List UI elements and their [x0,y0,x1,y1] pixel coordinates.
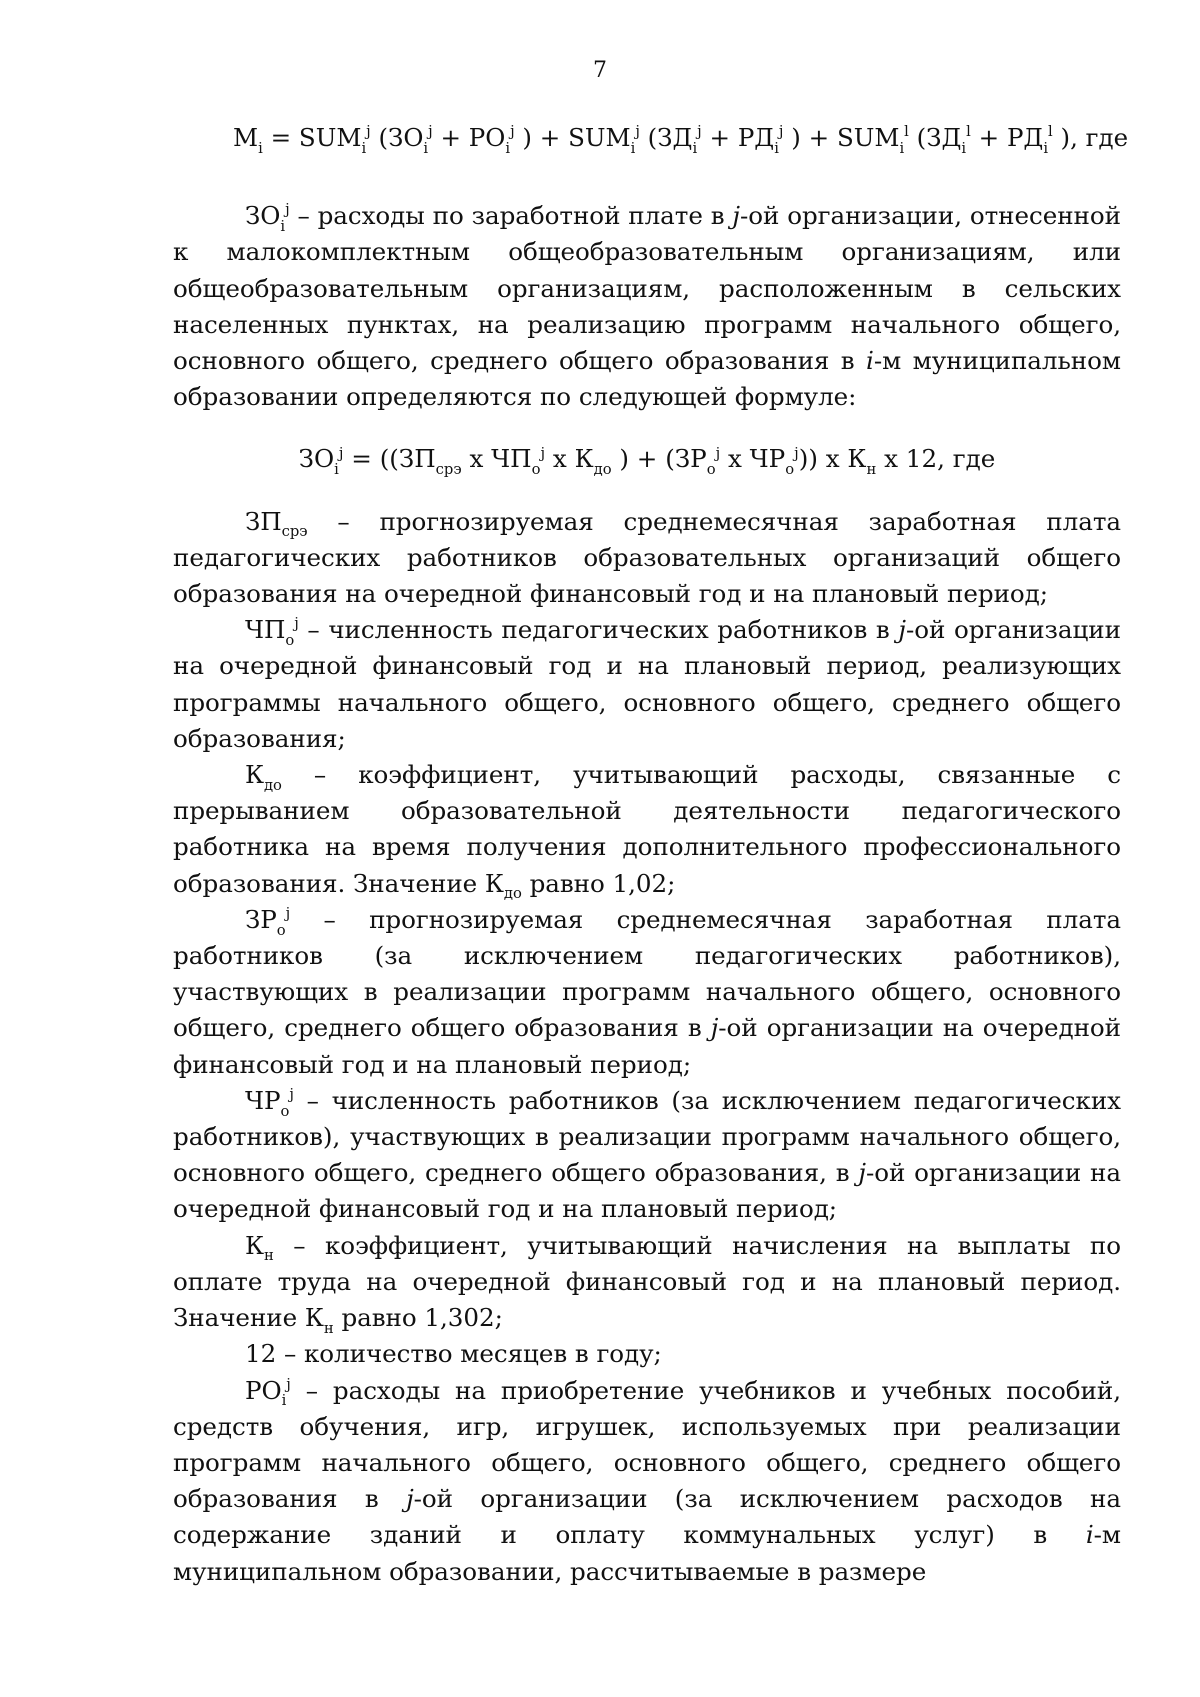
page-content [173,120,1129,1590]
page-number: 7 [593,58,607,83]
definition-12: 12 – количество месяцев в году; [245,1339,662,1369]
definition-ro: $РО_i^j$ – расходы на приобретение учебников и учебных пособий, средств обучения, игр, игрушек, используемых при реализации программ начального общего, основного общего, среднего общего образования в j-ой организации (за исключением расходов на содержание зданий и оплату коммунальных услуг) в i-м муниципальном образовании, рассчитываемые в размере [173,1375,1121,1586]
definition-zo: $ЗО_i^j$ – расходы по заработной плате в j-ой организации, отнесенной к малокомплектным общеобразовательным организациям, или общеобразовательным организациям, расположенным в сельских населенных пунктах, на реализацию программ начального общего, основного общего, среднего общего образования в i-м муниципальном образовании определяются по следующей формуле: [173,201,1121,412]
formula-m: $M_i = SUM_i^j$ ($ЗО_i^j + РО_i^j$ ) + $SUM_i^j$ ($ЗД_i^j + РД_i^j$ ) + $SUM_i^l$ ($ЗД_i^l + РД_i^l$ ), где [233,123,1129,157]
definition-kn: $К_н$ – коэффициент, учитывающий начисления на выплаты по оплате труда на очередной финансовый год и на плановый период. Значение $К_н$ равно 1,302; [173,1230,1121,1337]
formula-zo: $ЗО_i^j = ((ЗП_{срэ}$ x $ЧП_о^j$ x $К_{до}$ ) + ($ЗР_о^j$ x $ЧР_о^j$)) x $К_н$ x 12, где [298,444,996,479]
definition-kdo: $К_{до}$ – коэффициент, учитывающий расходы, связанные с прерыванием образовательной деятельности педагогического работника на время получения дополнительного профессионального образования. Значение $К_{до}$ равно 1,02; [173,760,1121,903]
definition-chp: $ЧП_о^j$ – численность педагогических работников в j-ой организации на очередной финансовый год и на плановый период, реализующих программы начального общего, основного общего, среднего общего образования; [173,615,1121,753]
definition-zr: $ЗР_о^j$ – прогнозируемая среднемесячная заработная плата работников (за исключением педагогических работников), участвующих в реализации программ начального общего, основного общего, среднего общего образования в j-ой организации на очередной финансовый год и на плановый период; [173,904,1122,1079]
definition-chr: $ЧР_о^j$ – численность работников (за исключением педагогических работников), участвующих в реализации программ начального общего, основного общего, среднего общего образования, в j-ой организации на очередной финансовый год и на плановый период; [173,1085,1121,1224]
definition-zp: $ЗП_{срэ}$ – прогнозируемая среднемесячная заработная плата педагогических работников образовательных организаций общего образования на очередной финансовый год и на плановый период; [173,506,1121,609]
